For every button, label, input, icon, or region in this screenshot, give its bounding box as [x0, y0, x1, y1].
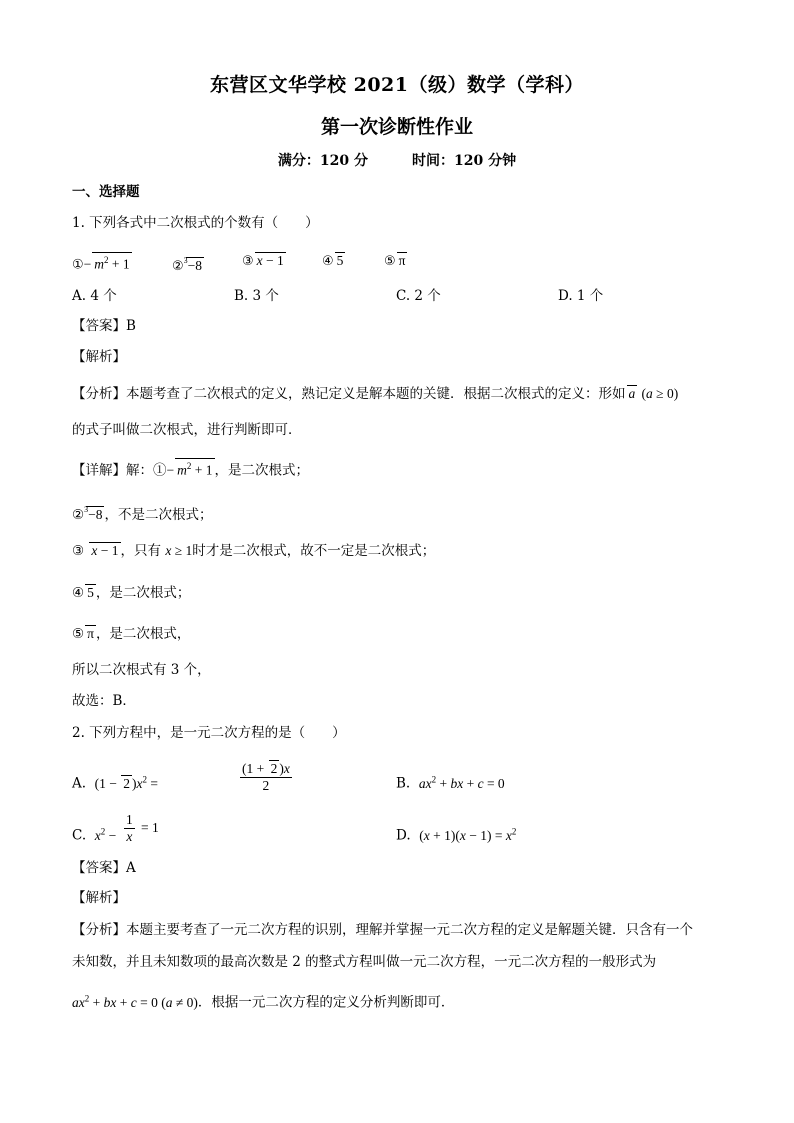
- question-2-options-cd: C. $x^2$ − $\frac{1}{x}$ = 1 D. $(x + 1)(x - 1) = x^2$: [72, 812, 517, 844]
- option-b[interactable]: B. $ax^2$ + bx + c = 0: [396, 774, 505, 792]
- option-a[interactable]: A. (1 − 2 )$x^2$ =: [72, 774, 158, 792]
- option-c[interactable]: C. 2 个: [396, 288, 441, 304]
- question-1-choice: 故选：B．: [72, 693, 136, 709]
- question-2-fenxi-1: 【分析】本题主要考查了一元二次方程的识别，理解并掌握一元二次方程的定义是解题关键．只含有一个: [72, 922, 693, 938]
- option-d[interactable]: D. $(x + 1)(x - 1) = x^2$: [396, 826, 517, 844]
- question-1-detail-2: ②$^3$−8 ，不是二次根式；: [72, 505, 213, 523]
- question-1-conclusion: 所以二次根式有 3 个，: [72, 662, 211, 678]
- time-label: 时间：120 分钟: [412, 153, 517, 169]
- question-2-analysis-label: 【解析】: [72, 890, 126, 906]
- score-label: 满分：120 分: [277, 153, 368, 169]
- question-2-fenxi-2: 未知数，并且未知数项的最高次数是 2 的整式方程叫做一元二次方程，一元二次方程的一般形式为: [72, 954, 657, 970]
- question-1-fenxi: 【分析】本题考查了二次根式的定义，熟记定义是解本题的关键．根据二次根式的定义：形如 a (a ≥ 0): [72, 386, 679, 402]
- question-2-fenxi-3: $ax^2$ + bx + c = 0 (a ≠ 0)．根据一元二次方程的定义分析判断即可．: [72, 993, 455, 1011]
- section-heading: 一、选择题: [72, 184, 140, 200]
- question-2-stem: 2. 下列方程中，是一元二次方程的是（ ）: [72, 725, 346, 741]
- question-1-detail-5: ⑤ π ，是二次根式，: [72, 626, 191, 642]
- question-1-answer: 【答案】B: [72, 318, 136, 334]
- document-title: 东营区文华学校 2021（级）数学（学科）: [210, 74, 584, 96]
- document-subtitle: 第一次诊断性作业: [320, 116, 473, 138]
- option-d[interactable]: D. 1 个: [558, 288, 604, 304]
- option-a[interactable]: A. 4 个: [72, 288, 117, 304]
- option-c[interactable]: C. $x^2$ −: [72, 826, 117, 844]
- question-1-analysis-label: 【解析】: [72, 349, 126, 365]
- question-2-answer: 【答案】A: [72, 860, 136, 876]
- question-1-detail-4: ④ 5 ，是二次根式；: [72, 585, 191, 601]
- question-1-fenxi-cont: 的式子叫做二次根式，进行判断即可．: [72, 422, 302, 438]
- question-1-detail-3: ③ x − 1 ，只有 x ≥ 1时才是二次根式，故不一定是二次根式；: [72, 543, 436, 559]
- option-b[interactable]: B. 3 个: [234, 288, 279, 304]
- exam-info: [0, 150, 794, 170]
- question-1-detail-1: 【详解】解：①− $m^2 + 1$ ，是二次根式；: [72, 458, 309, 480]
- question-2-options-ab: A. (1 − 2 )$x^2$ = $\frac{(1 + 2 )x}{2}$ B. $ax^2$ + bx + c = 0: [72, 761, 505, 793]
- document-page: 东营区文华学校 2021（级）数学（学科） 第一次诊断性作业 满分：120 分 时间：120 分钟 一、选择题 1. 下列各式中二次根式的个数有（ ） ①− $m^2 + 1$ ②$^3$−8 ③ x − 1 ④ 5 ⑤ π A. 4 个 B. 3 个 C. 2 个 D. 1 个 【答案】B 【解析】 【分析】本题考查了二次根式的定义，熟记定义是解本题的关键．根据二次根式的定义：形如 a (a ≥ 0) 的式子叫做二次根式，进行判断即可． 【详解】解：①− $m^2 + 1$ ，是二次根式； ②$^3$−8 ，不是二次根式； ③ x − 1 ，只有 x ≥ 1时才是二次根式，故不一定是二次根式； ④ 5 ，是二次根式； ⑤ π ，是二次根式， 所以二次根式有 3 个， 故选：B． 2. 下列方程中，是一元二次方程的是（ ） A. (1 − 2 )$x^2$ = $\frac{(1 + 2 )x}{2}$ B. $ax^2$ + bx + c = 0 C. $x^2$ − $\frac{1}{x}$ = 1 D. $(x + 1)(x - 1) = x^2$ 【答案】A 【解析】 【分析】本题主要考查了一元二次方程的识别，理解并掌握一元二次方程的定义是解题关键．只含有一个 未知数，并且未知数项的最高次数是 2 的整式方程叫做一元二次方程，一元二次方程的一般形式为 $ax^2$ + bx + c = 0 (a ≠ 0)．根据一元二次方程的定义分析判断即可．: [0, 0, 794, 1123]
- question-1-stem: 1. 下列各式中二次根式的个数有（ ）: [72, 215, 319, 231]
